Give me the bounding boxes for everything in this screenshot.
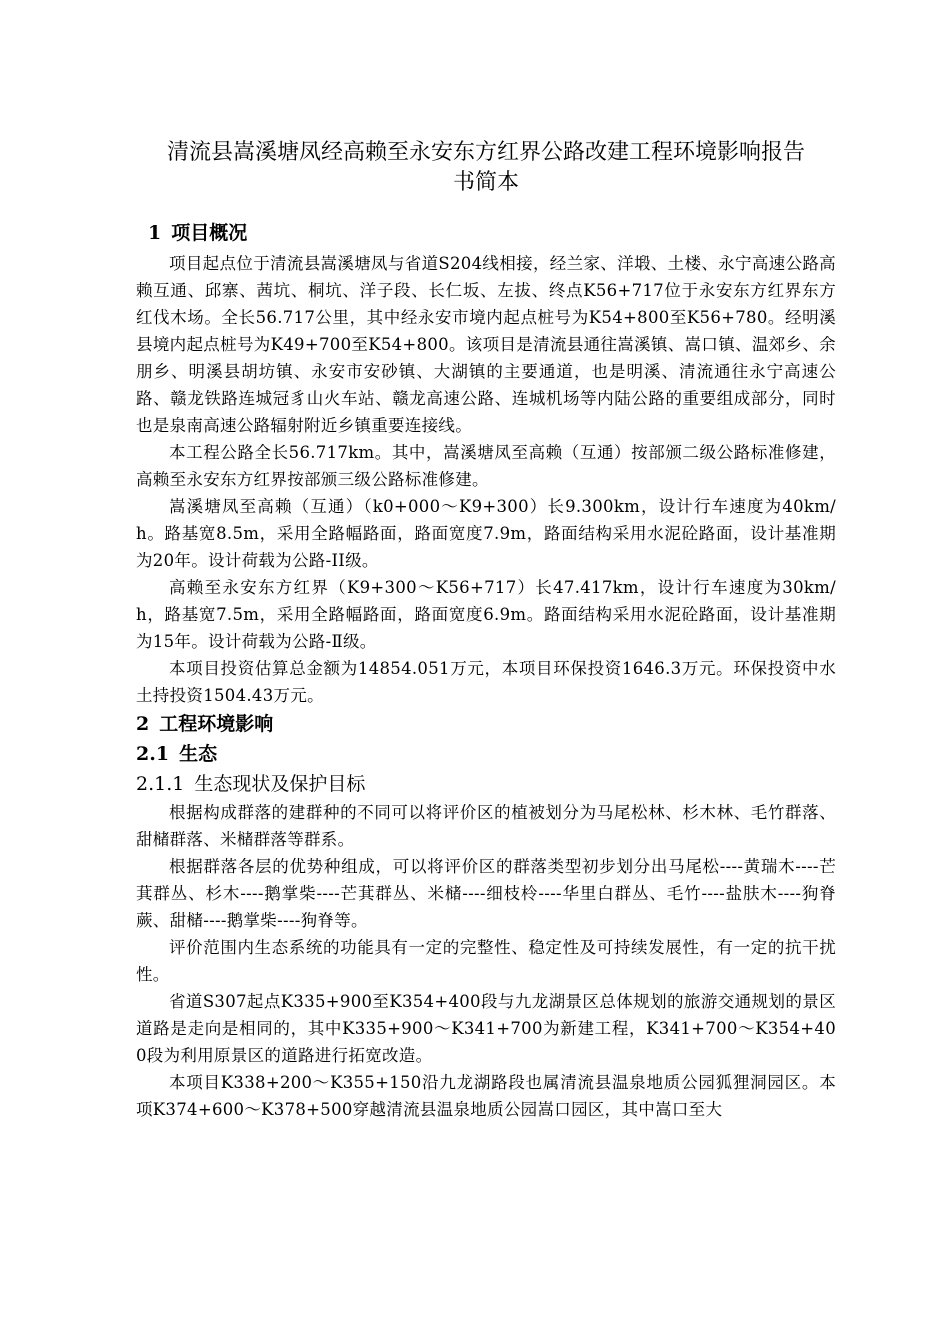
section-1-paragraph-3: 嵩溪塘凤至高赖（互通）（k0+000～K9+300）长9.300km，设计行车速度为40km/h。路基宽8.5m，采用全路幅路面，路面宽度7.9m，路面结构采用水泥砼路面，设计基准期为20年。设计荷载为公路-II级。 [136, 497, 836, 570]
document-page [136, 138, 836, 1123]
section-2-title: 工程环境影响 [159, 713, 274, 735]
section-2-1-1-title: 生态现状及保护目标 [194, 773, 366, 795]
section-1-paragraph-2: 本工程公路全长56.717km。其中，嵩溪塘凤至高赖（互通）按部颁二级公路标准修建，高赖至永安东方红界按部颁三级公路标准修建。 [136, 443, 836, 489]
section-2-paragraph-1: 根据构成群落的建群种的不同可以将评价区的植被划分为马尾松林、杉木林、毛竹群落、甜槠群落、米槠群落等群系。 [136, 803, 836, 849]
section-1-heading [136, 218, 836, 248]
section-1-paragraph-4: 高赖至永安东方红界（K9+300～K56+717）长47.417km，设计行车速度为30km/h，路基宽7.5m，采用全路幅路面，路面宽度6.9m。路面结构采用水泥砼路面，设计基准期为15年。设计荷载为公路-Ⅱ级。 [136, 578, 836, 651]
section-2-heading [136, 709, 836, 739]
section-2-1-heading [136, 739, 836, 769]
section-1-number: 1 [148, 222, 162, 244]
section-2-1-1-number: 2.1.1 [136, 773, 185, 795]
section-2-number: 2 [136, 713, 150, 735]
document-title-line-2: 书简本 [452, 170, 519, 195]
section-2-1-1-heading [136, 769, 836, 799]
document-title [136, 138, 836, 198]
document-title-line-1: 清流县嵩溪塘凤经高赖至永安东方红界公路改建工程环境影响报告 [166, 140, 805, 165]
section-2-1-title: 生态 [179, 743, 218, 765]
section-1-title: 项目概况 [171, 222, 248, 244]
section-2-paragraph-5: 本项目K338+200～K355+150沿九龙湖路段也属清流县温泉地质公园狐狸洞园区。本项K374+600～K378+500穿越清流县温泉地质公园嵩口园区，其中嵩口至大 [136, 1073, 836, 1119]
section-2-paragraph-3: 评价范围内生态系统的功能具有一定的完整性、稳定性及可持续发展性，有一定的抗干扰性。 [136, 938, 836, 984]
section-1-paragraph-1: 项目起点位于清流县嵩溪塘凤与省道S204线相接，经兰家、洋塅、土楼、永宁高速公路高赖互通、邱寨、茜坑、桐坑、洋子段、长仁坂、左拔、终点K56+717位于永安东方红界东方红伐木场。全长56.717公里，其中经永安市境内起点桩号为K54+800至K56+780。经明溪县境内起点桩号为K49+700至K54+800。该项目是清流县通往嵩溪镇、嵩口镇、温郊乡、余朋乡、明溪县胡坊镇、永安市安砂镇、大湖镇的主要通道，也是明溪、清流通往永宁高速公路、赣龙铁路连城冠豸山火车站、赣龙高速公路、连城机场等内陆公路的重要组成部分，同时也是泉南高速公路辐射附近乡镇重要连接线。 [136, 254, 836, 435]
section-1-paragraph-5: 本项目投资估算总金额为14854.051万元，本项目环保投资1646.3万元。环保投资中水土持投资1504.43万元。 [136, 659, 836, 705]
section-2-paragraph-2: 根据群落各层的优势种组成，可以将评价区的群落类型初步划分出马尾松----黄瑞木----芒萁群丛、杉木----鹅掌柴----芒萁群丛、米槠----细枝柃----华里白群丛、毛竹----盐肤木----狗脊蕨、甜槠----鹅掌柴----狗脊等。 [136, 857, 836, 930]
section-2-1-number: 2.1 [136, 743, 170, 765]
section-2-paragraph-4: 省道S307起点K335+900至K354+400段与九龙湖景区总体规划的旅游交通规划的景区道路是走向是相同的，其中K335+900～K341+700为新建工程，K341+700～K354+400段为利用原景区的道路进行拓宽改造。 [136, 992, 836, 1065]
